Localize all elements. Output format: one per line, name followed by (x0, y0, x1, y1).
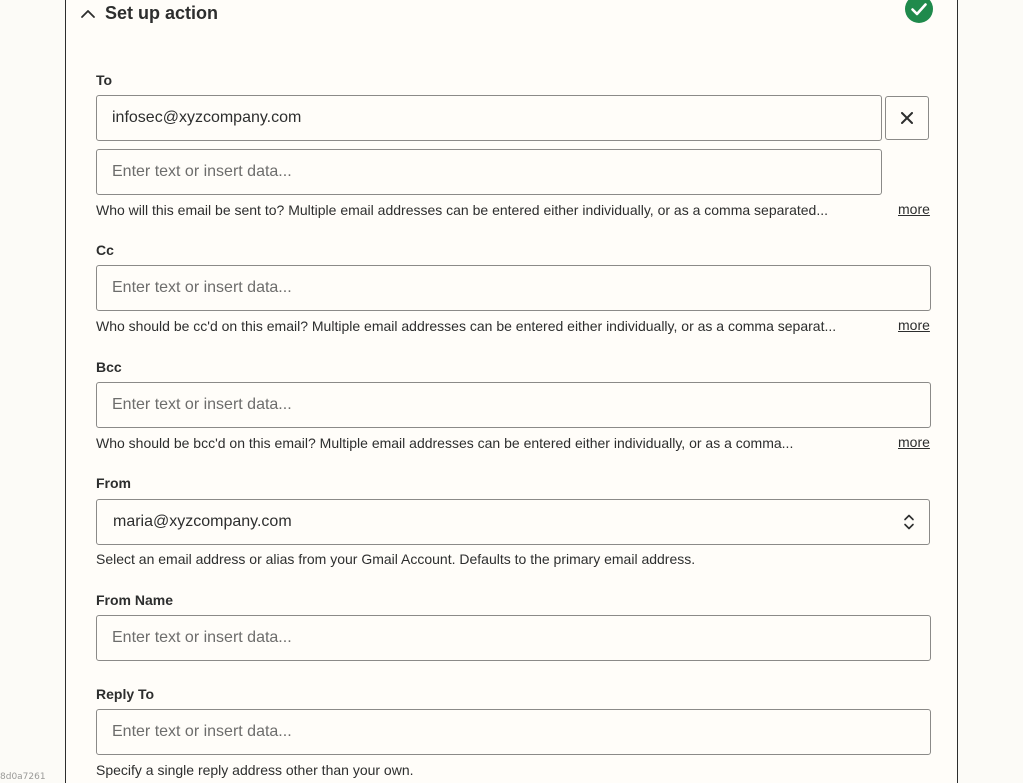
bcc-help-text: Who should be bcc'd on this email? Multiple email addresses can be entered either individually, or as a comma... (96, 435, 794, 451)
to-label: To (96, 72, 113, 88)
panel-header[interactable] (66, 1, 959, 29)
from-label: From (96, 475, 131, 491)
to-value-field[interactable]: infosec@xyzcompany.com (96, 95, 882, 141)
from-select-value: maria@xyzcompany.com (113, 513, 292, 530)
from-select[interactable] (96, 499, 930, 545)
panel-title: Set up action (105, 3, 219, 23)
from-name-input[interactable]: Enter text or insert data... (96, 615, 931, 661)
select-arrows-icon (903, 513, 915, 531)
watermark: 8d0a7261 (0, 772, 46, 782)
to-input[interactable]: Enter text or insert data... (96, 149, 882, 195)
cc-input[interactable]: Enter text or insert data... (96, 265, 931, 311)
chevron-up-icon[interactable] (80, 7, 96, 21)
bcc-input[interactable]: Enter text or insert data... (96, 382, 931, 428)
from-name-label: From Name (96, 592, 174, 608)
reply-to-help-text: Specify a single reply address other than your own. (96, 762, 414, 778)
cc-more-link[interactable]: more (898, 317, 930, 333)
close-icon (901, 112, 913, 124)
setup-action-panel (65, 0, 958, 783)
reply-to-input[interactable]: Enter text or insert data... (96, 709, 931, 755)
reply-to-label: Reply To (96, 686, 155, 702)
to-help-text: Who will this email be sent to? Multiple email addresses can be entered either individually, or as a comma separated... (96, 202, 828, 218)
remove-to-button[interactable] (885, 96, 929, 140)
from-help-text: Select an email address or alias from your Gmail Account. Defaults to the primary email address. (96, 551, 696, 567)
bcc-label: Bcc (96, 359, 122, 375)
check-circle-icon (905, 0, 933, 23)
cc-help-text: Who should be cc'd on this email? Multiple email addresses can be entered either individually, or as a comma separat... (96, 318, 837, 334)
bcc-more-link[interactable]: more (898, 434, 930, 450)
to-more-link[interactable]: more (898, 201, 930, 217)
cc-label: Cc (96, 242, 114, 258)
